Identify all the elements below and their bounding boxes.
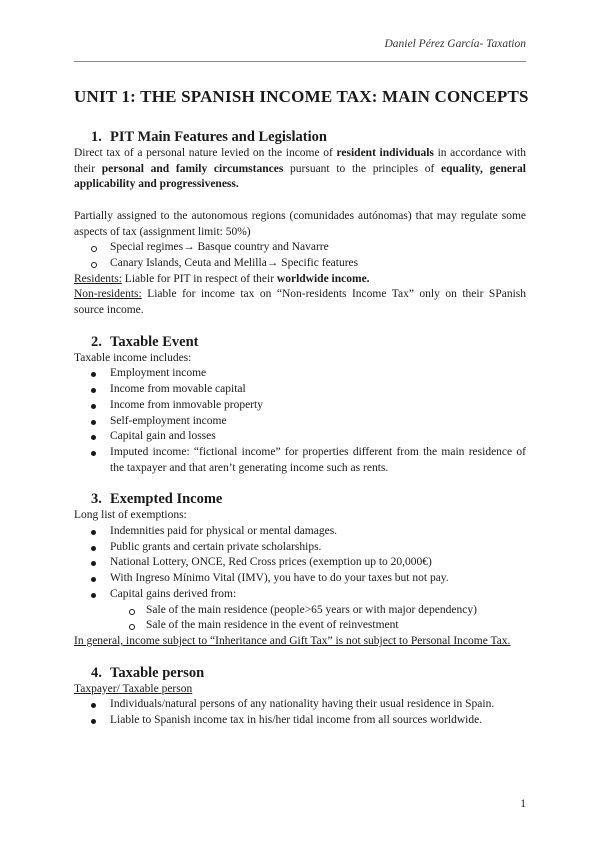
residents-line: Residents: Liable for PIT in respect of their worldwide income.	[74, 272, 370, 285]
document-body	[74, 128, 526, 729]
section-heading: 3. Exempted Income	[91, 491, 223, 508]
section-heading: 2. Taxable Event	[91, 333, 199, 350]
paragraph: Taxable income includes:	[74, 351, 192, 364]
list-item: Sale of the main residence in the event of reinvestment	[74, 618, 526, 634]
list-item: Self-employment income	[74, 414, 526, 430]
nonresidents-line: Non-residents: Liable for income tax on “Non-residents Income Tax” only on their SPanish source income.	[74, 288, 526, 317]
list-item: Indemnities paid for physical or mental damages.	[74, 524, 526, 540]
list-item: Liable to Spanish income tax in his/her tidal income from all sources worldwide.	[74, 713, 526, 729]
paragraph: Long list of exemptions:	[74, 509, 187, 522]
paragraph: Taxpayer/ Taxable person	[74, 682, 193, 695]
regimes-list	[74, 240, 526, 271]
list-item: Employment income	[74, 366, 526, 382]
list-item: With Ingreso Mínimo Vital (IMV), you have to do your taxes but not pay.	[74, 571, 526, 587]
paragraph: Partially assigned to the autonomous regions (comunidades autónomas) that may regulate some aspects of tax (assignment limit: 50%)	[74, 209, 526, 238]
inheritance-note: In general, income subject to “Inheritance and Gift Tax” is not subject to Personal Income Tax.	[74, 634, 511, 647]
paragraph: Direct tax of a personal nature levied on the income of resident individuals in accordance with their personal and family circumstances pursuant to the principles of equality, general applicability and progressiveness.	[74, 147, 527, 191]
list-item: Individuals/natural persons of any nationality having their usual residence in Spain.	[74, 697, 526, 713]
list-item: National Lottery, ONCE, Red Cross prices (exemption up to 20,000€)	[74, 555, 526, 571]
list-item: Sale of the main residence (people>65 years or with major dependency)	[74, 603, 526, 619]
list-item: Special regimes→ Basque country and Navarre	[74, 240, 526, 256]
exemptions-list	[74, 524, 526, 603]
page-number: 1	[520, 798, 526, 810]
section-heading: 4. Taxable person	[91, 664, 205, 681]
page-title: UNIT 1: THE SPANISH INCOME TAX: MAIN CONCEPTS	[74, 87, 529, 106]
list-item: Capital gain and losses	[74, 429, 526, 445]
section-heading: 1. PIT Main Features and Legislation	[91, 129, 327, 145]
capital-gains-sublist	[74, 603, 526, 634]
list-item: Public grants and certain private scholarships.	[74, 540, 526, 556]
list-item: Canary Islands, Ceuta and Melilla→ Specific features	[74, 256, 526, 272]
taxable-income-list	[74, 366, 526, 476]
list-item: Income from inmovable property	[74, 398, 526, 414]
header-divider	[74, 61, 526, 62]
taxable-person-list	[74, 697, 526, 728]
running-header: Daniel Pérez García- Taxation	[384, 38, 526, 50]
list-item: Imputed income: “fictional income” for properties different from the main residence of the taxpayer and that aren’t generating income such as rents.	[74, 445, 526, 476]
list-item: Capital gains derived from:	[74, 587, 526, 603]
list-item: Income from movable capital	[74, 382, 526, 398]
